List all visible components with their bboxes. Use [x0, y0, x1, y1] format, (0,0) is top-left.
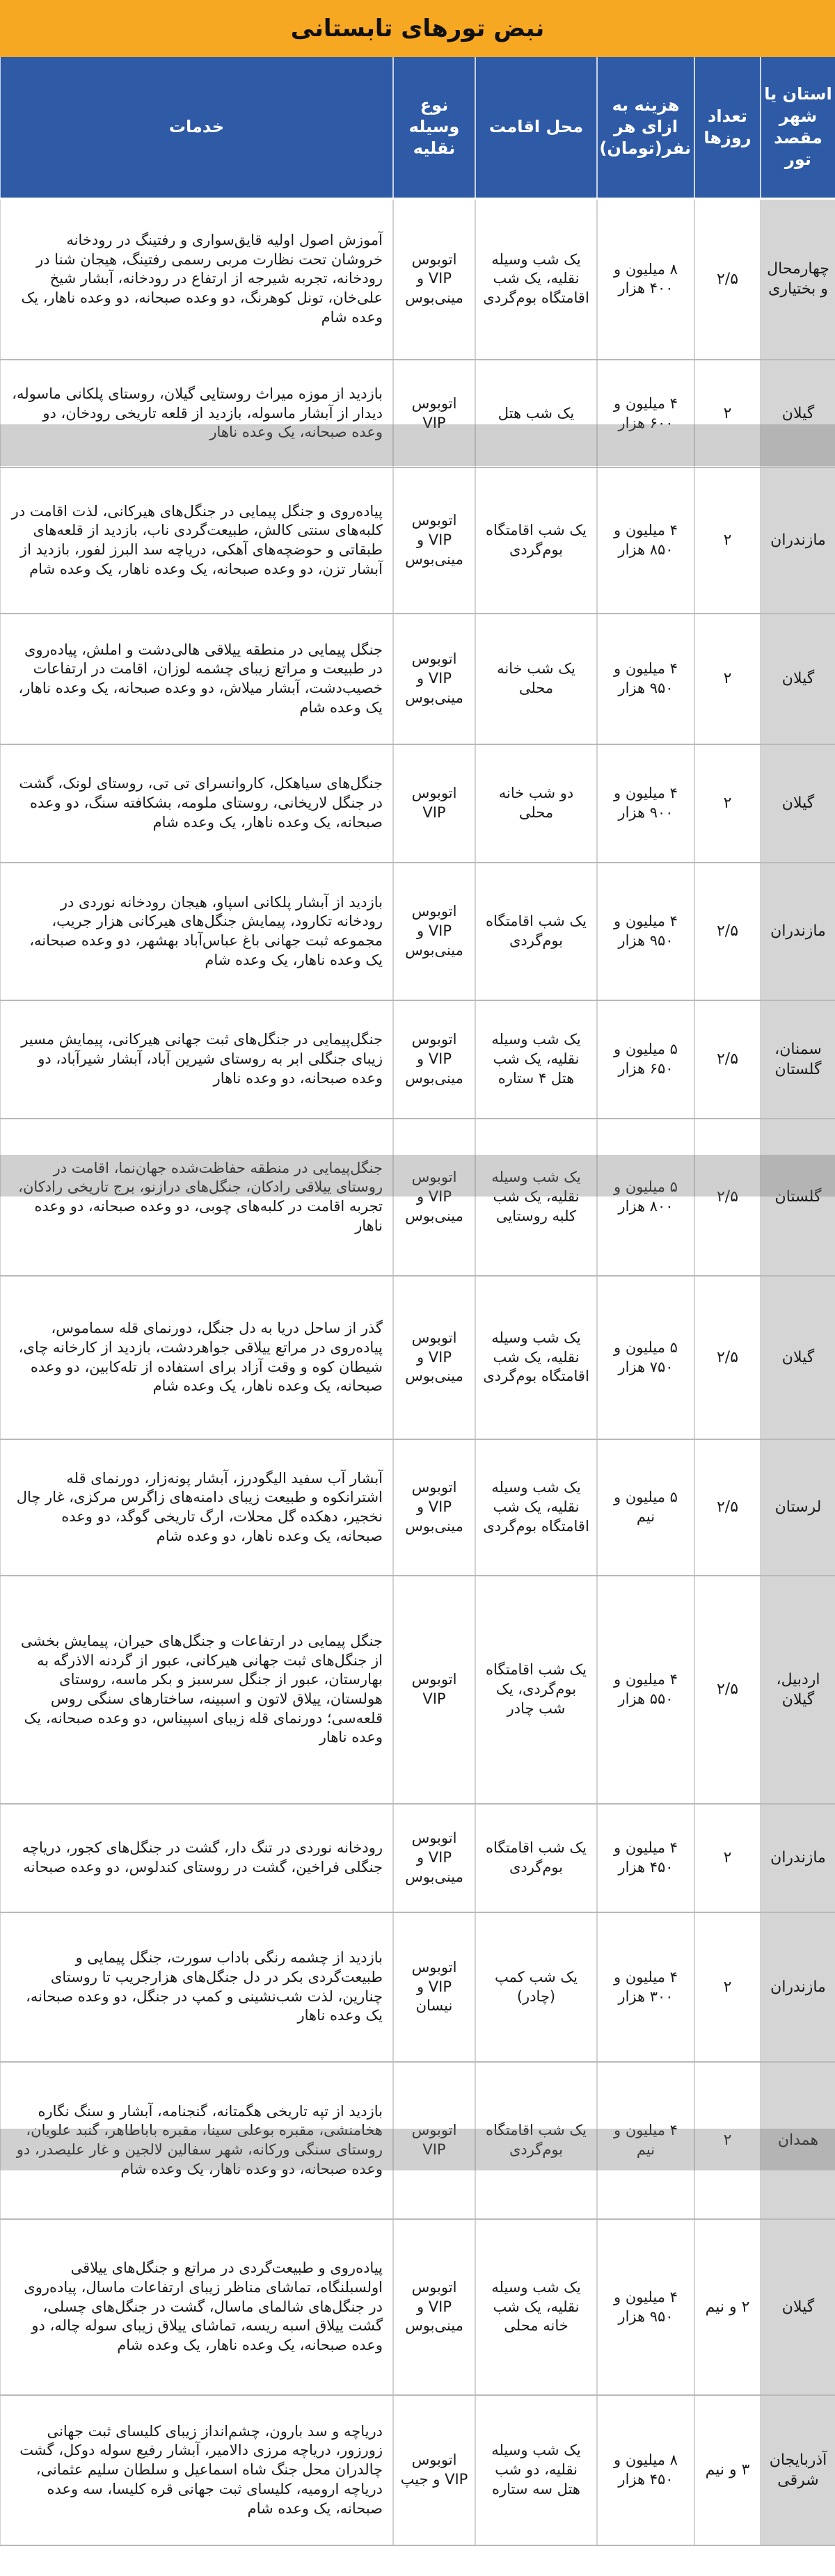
row-days: ۲/۵ — [694, 1439, 761, 1576]
row-days: ۲ — [694, 2062, 761, 2219]
table-row — [0, 360, 835, 467]
row-stay: یک شب کمپ (چادر) — [475, 1912, 597, 2062]
row-stay: یک شب اقامتگاه بوم‌گردی — [475, 467, 597, 614]
table-row — [0, 2395, 835, 2545]
row-vehicle: اتوبوس VIP و مینی‌بوس — [393, 198, 475, 360]
row-cost: ۴ میلیون و ۹۵۰ هزار — [597, 863, 694, 1000]
row-vehicle: اتوبوس VIP و مینی‌بوس — [393, 467, 475, 614]
row-cost: ۵ میلیون و ۸۰۰ هزار — [597, 1119, 694, 1276]
row-province: لرستان — [761, 1439, 835, 1576]
row-cost: ۸ میلیون و ۴۵۰ هزار — [597, 2395, 694, 2545]
row-cost: ۵ میلیون و ۶۵۰ هزار — [597, 1000, 694, 1119]
row-vehicle: اتوبوس VIP و مینی‌بوس — [393, 1276, 475, 1439]
table-body — [0, 198, 835, 2545]
row-province: مازندران — [761, 1804, 835, 1912]
row-vehicle: اتوبوس VIP و مینی‌بوس — [393, 863, 475, 1000]
row-province: گیلان — [761, 2219, 835, 2395]
row-stay: یک شب وسیله نقلیه، یک شب هتل ۴ ستاره — [475, 1000, 597, 1119]
table-row — [0, 1804, 835, 1912]
row-province: اردبیل، گیلان — [761, 1576, 835, 1804]
row-stay: یک شب اقامتگاه بوم‌گردی، یک شب چادر — [475, 1576, 597, 1804]
row-vehicle: اتوبوس VIP و مینی‌بوس — [393, 1000, 475, 1119]
row-days: ۲ — [694, 1804, 761, 1912]
row-vehicle: اتوبوس VIP — [393, 744, 475, 863]
row-services: بازدید از تپه تاریخی هگمتانه، گنجنامه، آبشار و سنگ نگاره هخامنشی، مقبره بوعلی سینا، مقبره باباطاهر، گنبد علویان، روستای سنگی ورکانه، شهر سفالین لالجین و غار علیصدر، دو وعده صبحانه، دو وعده ناهار، یک وعده شام — [0, 2062, 393, 2219]
row-services: جنگل‌های سیاهکل، کاروانسرای تی تی، روستای لونک، گشت در جنگل لاریخانی، روستای ملومه، بشکافته سنگ، دو وعده صبحانه، یک وعده ناهار، یک وعده شام — [0, 744, 393, 863]
row-cost: ۴ میلیون و ۹۵۰ هزار — [597, 614, 694, 744]
row-days: ۲/۵ — [694, 198, 761, 360]
row-stay: یک شب اقامتگاه بوم‌گردی — [475, 2062, 597, 2219]
row-cost: ۴ میلیون و ۶۰۰ هزار — [597, 360, 694, 467]
row-cost: ۴ میلیون و ۹۰۰ هزار — [597, 744, 694, 863]
table-row — [0, 744, 835, 863]
row-stay: یک شب اقامتگاه بوم‌گردی — [475, 1804, 597, 1912]
table-row — [0, 467, 835, 614]
row-vehicle: اتوبوس VIP و مینی‌بوس — [393, 1804, 475, 1912]
row-vehicle: اتوبوس VIP و مینی‌بوس — [393, 2219, 475, 2395]
row-province: مازندران — [761, 1912, 835, 2062]
row-stay: یک شب وسیله نقلیه، یک شب کلبه روستایی — [475, 1119, 597, 1276]
row-services: آموزش اصول اولیه قایق‌سواری و رفتینگ در رودخانه خروشان تحت نظارت مربی رسمی رفتینگ، هیجان شنا در رودخانه، تجربه شیرجه از ارتفاع در رودخانه، آبشار شیخ علی‌خان، تونل کوهرنگ، دو وعده صبحانه، دو وعده ناهار، یک وعده شام — [0, 198, 393, 360]
row-days: ۲/۵ — [694, 1119, 761, 1276]
row-province: گیلان — [761, 1276, 835, 1439]
row-stay: یک شب وسیله نقلیه، یک شب اقامتگاه بوم‌گردی — [475, 1276, 597, 1439]
row-services: پیاده‌روی و جنگل پیمایی در جنگل‌های هیرکانی، لذت اقامت در کلبه‌های سنتی کالش، طبیعت‌گردی ناب، بازدید از قلعه‌های طبقاتی و حوضچه‌های آهکی، دریاچه سد البرز لفور، بازدید از آبشار تزن، دو وعده صبحانه، یک وعده ناهار، یک وعده شام — [0, 467, 393, 614]
row-days: ۲/۵ — [694, 1000, 761, 1119]
row-province: سمنان، گلستان — [761, 1000, 835, 1119]
row-province: چهارمحال و بختیاری — [761, 198, 835, 360]
table-row — [0, 1276, 835, 1439]
row-province: مازندران — [761, 863, 835, 1000]
tours-table — [0, 57, 835, 2546]
table-header-row — [0, 57, 835, 198]
row-days: ۲/۵ — [694, 1576, 761, 1804]
header-cost: هزینه به ازای هر نفر(تومان) — [597, 57, 694, 198]
row-days: ۲ — [694, 1912, 761, 2062]
row-services: پیاده‌روی و طبیعت‌گردی در مراتع و جنگل‌های ییلاقی اولسبلنگاه، تماشای مناظر زیبای ارتفاعات ماسال، پیاده‌روی در جنگل‌های شالمای ماسال، گشت در جنگل‌های چسلی، گشت ییلاق اسبه ریسه، تماشای ییلاق زیبای سوله چاله، دو وعده صبحانه، یک وعده ناهار، یک وعده شام — [0, 2219, 393, 2395]
row-cost: ۴ میلیون و ۴۵۰ هزار — [597, 1804, 694, 1912]
row-vehicle: اتوبوس VIP و جیپ — [393, 2395, 475, 2545]
table-row — [0, 198, 835, 360]
row-services: رودخانه نوردی در تنگ دار، گشت در جنگل‌های کجور، دریاچه جنگلی فراخین، گشت در روستای کندلوس، دو وعده صبحانه — [0, 1804, 393, 1912]
row-days: ۳ و نیم — [694, 2395, 761, 2545]
row-province: مازندران — [761, 467, 835, 614]
row-services: جنگل پیمایی در منطقه ییلاقی هالی‌دشت و املش، پیاده‌روی در طبیعت و مراتع زیبای چشمه لوزان، اقامت در ارتفاعات خصیب‌دشت، آبشار میلاش، دو وعده صبحانه، یک وعده ناهار، یک وعده شام — [0, 614, 393, 744]
row-services: جنگل‌پیمایی در منطقه حفاظت‌شده جهان‌نما، اقامت در روستای ییلاقی رادکان، جنگل‌های درازنو، برج تاریخی رادکان، تجربه اقامت در کلبه‌های چوبی، دو وعده صبحانه، دو وعده ناهار — [0, 1119, 393, 1276]
table-row — [0, 1439, 835, 1576]
row-vehicle: اتوبوس VIP — [393, 1576, 475, 1804]
row-days: ۲ — [694, 360, 761, 467]
table-row — [0, 1000, 835, 1119]
row-services: جنگل‌پیمایی در جنگل‌های ثبت جهانی هیرکانی، پیمایش مسیر زیبای جنگلی ابر به روستای شیرین آباد، آبشار شیرآباد، دو وعده صبحانه، دو وعده ناهار — [0, 1000, 393, 1119]
row-days: ۲ و نیم — [694, 2219, 761, 2395]
table-row — [0, 1576, 835, 1804]
table-row — [0, 1912, 835, 2062]
row-cost: ۸ میلیون و ۴۰۰ هزار — [597, 198, 694, 360]
row-stay: یک شب وسیله نقلیه، دو شب هتل سه ستاره — [475, 2395, 597, 2545]
row-vehicle: اتوبوس VIP — [393, 2062, 475, 2219]
header-province: استان یا شهر مقصد تور — [761, 57, 835, 198]
row-vehicle: اتوبوس VIP و نیسان — [393, 1912, 475, 2062]
row-province: آذربایجان شرقی — [761, 2395, 835, 2545]
header-vehicle: نوع وسیله نقلیه — [393, 57, 475, 198]
row-cost: ۴ میلیون و ۹۵۰ هزار — [597, 2219, 694, 2395]
row-stay: یک شب وسیله نقلیه، یک شب اقامتگاه بوم‌گردی — [475, 1439, 597, 1576]
header-services: خدمات — [0, 57, 393, 198]
row-stay: دو شب خانه محلی — [475, 744, 597, 863]
row-stay: یک شب اقامتگاه بوم‌گردی — [475, 863, 597, 1000]
row-days: ۲ — [694, 744, 761, 863]
row-vehicle: اتوبوس VIP و مینی‌بوس — [393, 614, 475, 744]
row-province: گلستان — [761, 1119, 835, 1276]
row-days: ۲ — [694, 467, 761, 614]
row-vehicle: اتوبوس VIP و مینی‌بوس — [393, 1439, 475, 1576]
row-cost: ۴ میلیون و ۸۵۰ هزار — [597, 467, 694, 614]
row-stay: یک شب وسیله نقلیه، یک شب اقامتگاه بوم‌گردی — [475, 198, 597, 360]
row-services: جنگل پیمایی در ارتفاعات و جنگل‌های حیران، پیمایش بخشی از جنگل‌های ثبت جهانی هیرکانی، عبور از گردنه الاذرگه به بهارستان، عبور از جنگل سرسبز و بکر ماسه، روستای هولستان، ییلاق لاتون و اسبینه، ساختارهای سنگی روس قلعه‌سی؛ دورنمای قله زیبای اسپیناس، دو وعده صبحانه، یک وعده ناهار — [0, 1576, 393, 1804]
table-row — [0, 2219, 835, 2395]
row-vehicle: اتوبوس VIP و مینی‌بوس — [393, 1119, 475, 1276]
table-row — [0, 614, 835, 744]
row-services: بازدید از چشمه رنگی باداب سورت، جنگل پیمایی و طبیعت‌گردی بکر در دل جنگل‌های هزارجریب تا روستای چنارین، لذت شب‌نشینی و کمپ در جنگل، دو وعده صبحانه، یک وعده ناهار — [0, 1912, 393, 2062]
row-services: آبشار آب سفید الیگودرز، آبشار پونه‌زار، دورنمای قله اشترانکوه و طبیعت زیبای دامنه‌های زاگرس مرکزی، غار چال نخجیر، دهکده گل محلات، ارگ تاریخی گوگد، دو وعده صبحانه، یک وعده ناهار، دو وعده شام — [0, 1439, 393, 1576]
table-row — [0, 2062, 835, 2219]
row-cost: ۵ میلیون و نیم — [597, 1439, 694, 1576]
row-days: ۲/۵ — [694, 863, 761, 1000]
page-title: نبض تورهای تابستانی — [0, 0, 835, 57]
row-services: دریاچه و سد بارون، چشم‌انداز زیبای کلیسای ثبت جهانی زورزور، دریاچه مرزی دالامیر، آبشار رفیع سوله دوکل، گشت چالدران محل جنگ شاه اسماعیل و سلطان سلیم عثمانی، دریاچه ارومیه، کلیسای ثبت جهانی قره کلیسا، سه وعده صبحانه، یک وعده شام — [0, 2395, 393, 2545]
row-stay: یک شب خانه محلی — [475, 614, 597, 744]
row-stay: یک شب وسیله نقلیه، یک شب خانه محلی — [475, 2219, 597, 2395]
row-cost: ۵ میلیون و ۷۵۰ هزار — [597, 1276, 694, 1439]
row-stay: یک شب هتل — [475, 360, 597, 467]
table-row — [0, 1119, 835, 1276]
row-services: بازدید از آبشار پلکانی اسپاو، هیجان رودخانه نوردی در رودخانه تکارود، پیمایش جنگل‌های هیرکانی هزار جریب، مجموعه ثبت جهانی باغ عباس‌آباد بهشهر، دو وعده صبحانه، یک وعده ناهار، یک وعده شام — [0, 863, 393, 1000]
row-vehicle: اتوبوس VIP — [393, 360, 475, 467]
table-row — [0, 863, 835, 1000]
row-cost: ۴ میلیون و ۵۵۰ هزار — [597, 1576, 694, 1804]
row-services: گذر از ساحل دریا به دل جنگل، دورنمای قله سماموس، پیاده‌روی در مراتع ییلاقی جواهردشت، بازدید از کارخانه چای، شیطان کوه و وقت آزاد برای استفاده از تله‌کابین، دو وعده صبحانه، یک وعده ناهار، یک وعده شام — [0, 1276, 393, 1439]
row-province: همدان — [761, 2062, 835, 2219]
row-cost: ۴ میلیون و ۳۰۰ هزار — [597, 1912, 694, 2062]
row-services: بازدید از موزه میراث روستایی گیلان، روستای پلکانی ماسوله، دیدار از آبشار ماسوله، بازدید از قلعه تاریخی رودخان، دو وعده صبحانه، یک وعده ناهار — [0, 360, 393, 467]
row-province: گیلان — [761, 614, 835, 744]
header-stay: محل اقامت — [475, 57, 597, 198]
row-days: ۲ — [694, 614, 761, 744]
row-province: گیلان — [761, 744, 835, 863]
row-cost: ۴ میلیون و نیم — [597, 2062, 694, 2219]
row-province: گیلان — [761, 360, 835, 467]
row-days: ۲/۵ — [694, 1276, 761, 1439]
header-days: تعداد روزها — [694, 57, 761, 198]
